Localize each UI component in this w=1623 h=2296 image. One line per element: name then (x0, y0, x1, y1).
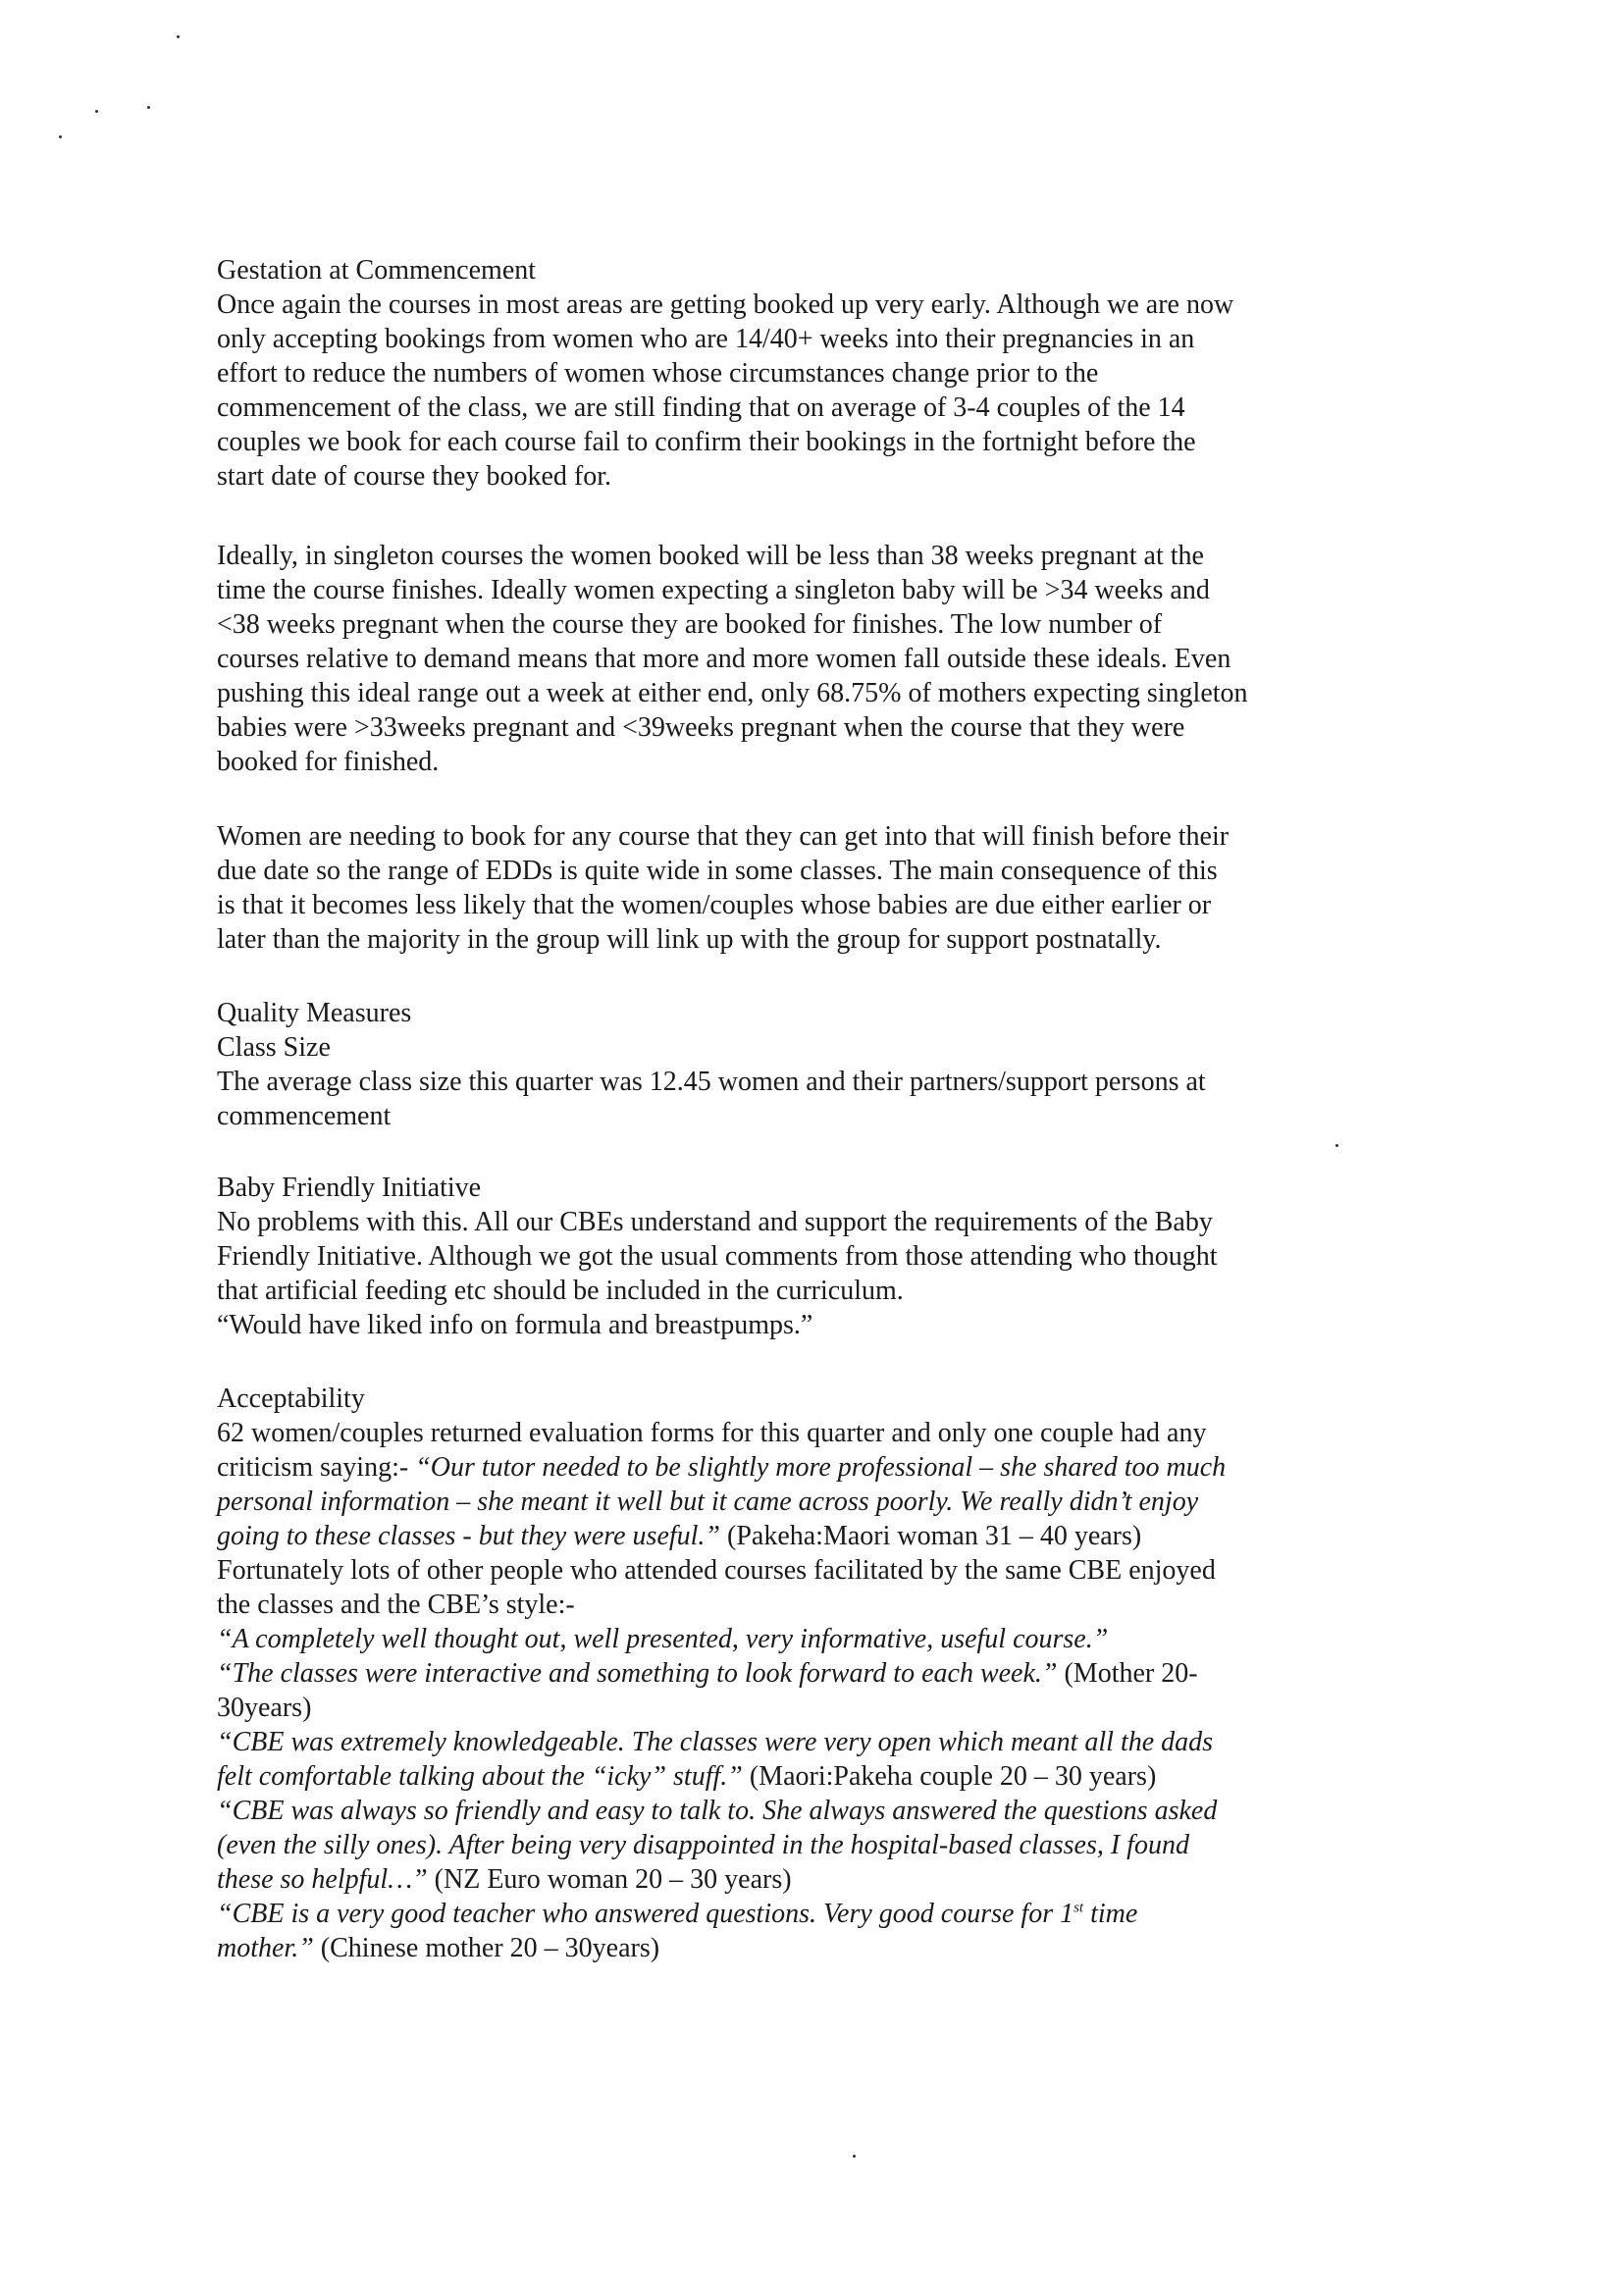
section-heading (217, 996, 1206, 1030)
body-text: only accepting bookings from women who are 14/40+ weeks into their pregnancies in an (217, 324, 1195, 354)
text-line (217, 1099, 1206, 1133)
body-text: Fortunately lots of other people who attended courses facilitated by the same CBE enjoyed (217, 1555, 1216, 1586)
section-heading (217, 1382, 1226, 1416)
body-text: Gestation at Commencement (217, 255, 537, 286)
body-text: time the course finishes. Ideally women expecting a singleton baby will be >34 weeks and (217, 575, 1210, 605)
text-line (217, 1622, 1226, 1656)
text-line (217, 676, 1248, 710)
text-line (217, 1416, 1226, 1450)
body-text: the classes and the CBE’s style:- (217, 1590, 575, 1620)
body-text: booked for finished. (217, 747, 440, 777)
body-text: couples we book for each course fail to confirm their bookings in the fortnight before the (217, 427, 1196, 457)
quote-text: “CBE is a very good teacher who answered questions. Very good course for 1 (217, 1899, 1074, 1929)
section-gestation (217, 253, 1233, 494)
text-line (217, 1691, 1226, 1725)
text-line (217, 573, 1248, 607)
section-heading (217, 1030, 1206, 1065)
quote-text: (even the silly ones). After being very disappointed in the hospital-based classes, I found (217, 1830, 1189, 1860)
body-text: Women are needing to book for any course that they can get into that will finish before their (217, 821, 1230, 852)
text-line (217, 1897, 1226, 1931)
text-line (217, 710, 1248, 745)
quote-text: “A completely well thought out, well presented, very informative, useful course.” (217, 1624, 1109, 1654)
body-text: Quality Measures (217, 998, 412, 1028)
quote-text: going to these classes - but they were useful.” (217, 1521, 720, 1551)
body-text: Baby Friendly Initiative (217, 1173, 482, 1203)
body-text: <38 weeks pregnant when the course they are booked for finishes. The low number of (217, 609, 1163, 640)
text-line (217, 1485, 1226, 1519)
body-text: courses relative to demand means that more and more women fall outside these ideals. Even (217, 644, 1231, 674)
body-text: No problems with this. All our CBEs understand and support the requirements of the Baby (217, 1207, 1213, 1237)
text-line (217, 459, 1233, 494)
body-text: effort to reduce the numbers of women whose circumstances change prior to the (217, 358, 1099, 389)
quote-text: st (1073, 1900, 1084, 1916)
text-line (217, 1862, 1226, 1897)
quote-text: “The classes were interactive and something to look forward to each week.” (217, 1658, 1058, 1689)
body-text: “Would have liked info on formula and breastpumps.” (217, 1310, 813, 1340)
text-line (217, 1931, 1226, 1965)
quote-text: these so helpful…” (217, 1864, 428, 1895)
body-text: due date so the range of EDDs is quite wide in some classes. The main consequence of this (217, 856, 1218, 886)
body-text: (Maori:Pakeha couple 20 – 30 years) (742, 1761, 1157, 1792)
text-line (217, 854, 1229, 888)
body-text: 30years) (217, 1693, 312, 1723)
section-singleton-ideal (217, 539, 1248, 779)
text-line (217, 322, 1233, 356)
text-line (217, 1553, 1226, 1588)
text-line (217, 1274, 1218, 1308)
text-line (217, 1759, 1226, 1794)
body-text: (Chinese mother 20 – 30years) (313, 1933, 660, 1963)
body-text: 62 women/couples returned evaluation forms for this quarter and only one couple had any (217, 1418, 1207, 1448)
quote-text: “CBE was extremely knowledgeable. The classes were very open which meant all the dads (217, 1727, 1214, 1757)
text-line (217, 1588, 1226, 1622)
quote-text: felt comfortable talking about the “icky” stuff.” (217, 1761, 743, 1792)
text-line (217, 888, 1229, 922)
text-line (217, 819, 1229, 854)
body-text: later than the majority in the group will link up with the group for support postnatally. (217, 924, 1162, 955)
body-text: babies were >33weeks pregnant and <39weeks pregnant when the course that they were (217, 712, 1185, 743)
scan-speck (853, 2155, 856, 2158)
text-line (217, 922, 1229, 957)
body-text: is that it becomes less likely that the women/couples whose babies are due either earlier or (217, 890, 1212, 920)
section-acceptability (217, 1382, 1226, 1965)
body-text: Class Size (217, 1032, 331, 1063)
text-line (217, 1656, 1226, 1691)
text-line (217, 287, 1233, 322)
quote-text: time (1083, 1899, 1138, 1929)
section-quality-measures (217, 996, 1206, 1133)
scan-speck (1335, 1144, 1338, 1147)
text-line (217, 1828, 1226, 1862)
quote-text: “CBE was always so friendly and easy to talk to. She always answered the questions asked (217, 1796, 1218, 1826)
section-edd-range (217, 819, 1229, 957)
quote-text: “Our tutor needed to be slightly more professional – she shared too much (415, 1452, 1227, 1483)
scan-speck (59, 135, 62, 138)
body-text: Ideally, in singleton courses the women booked will be less than 38 weeks pregnant at the (217, 541, 1204, 571)
body-text: that artificial feeding etc should be included in the curriculum. (217, 1276, 904, 1306)
text-line (217, 539, 1248, 573)
scan-speck (95, 110, 98, 113)
body-text: Acceptability (217, 1383, 365, 1414)
body-text: (Pakeha:Maori woman 31 – 40 years) (720, 1521, 1142, 1551)
text-line (217, 1065, 1206, 1099)
scan-speck (147, 106, 150, 109)
text-line (217, 1794, 1226, 1828)
text-line (217, 607, 1248, 642)
text-line (217, 1725, 1226, 1759)
text-line (217, 1450, 1226, 1485)
body-text: Friendly Initiative. Although we got the usual comments from those attending who thought (217, 1241, 1218, 1272)
body-text: start date of course they booked for. (217, 461, 611, 492)
text-line (217, 745, 1248, 779)
body-text: pushing this ideal range out a week at either end, only 68.75% of mothers expecting singleton (217, 678, 1248, 708)
scan-speck (177, 35, 180, 38)
body-text: The average class size this quarter was 12.45 women and their partners/support persons at (217, 1067, 1206, 1097)
text-line (217, 1239, 1218, 1274)
text-line (217, 1205, 1218, 1239)
body-text: commencement of the class, we are still finding that on average of 3-4 couples of the 14 (217, 392, 1185, 423)
text-line (217, 642, 1248, 676)
body-text: criticism saying:- (217, 1452, 416, 1483)
section-heading (217, 1171, 1218, 1205)
section-baby-friendly (217, 1171, 1218, 1342)
body-text: commencement (217, 1101, 392, 1131)
text-line (217, 391, 1233, 425)
text-line (217, 1308, 1218, 1342)
text-line (217, 356, 1233, 391)
body-text: (NZ Euro woman 20 – 30 years) (427, 1864, 792, 1895)
body-text: (Mother 20- (1057, 1658, 1198, 1689)
quote-text: mother.” (217, 1933, 314, 1963)
body-text: Once again the courses in most areas are getting booked up very early. Although we are now (217, 289, 1234, 320)
text-line (217, 425, 1233, 459)
quote-text: personal information – she meant it well but it came across poorly. We really didn’t enjoy (217, 1487, 1199, 1517)
section-heading (217, 253, 1233, 287)
text-line (217, 1519, 1226, 1553)
